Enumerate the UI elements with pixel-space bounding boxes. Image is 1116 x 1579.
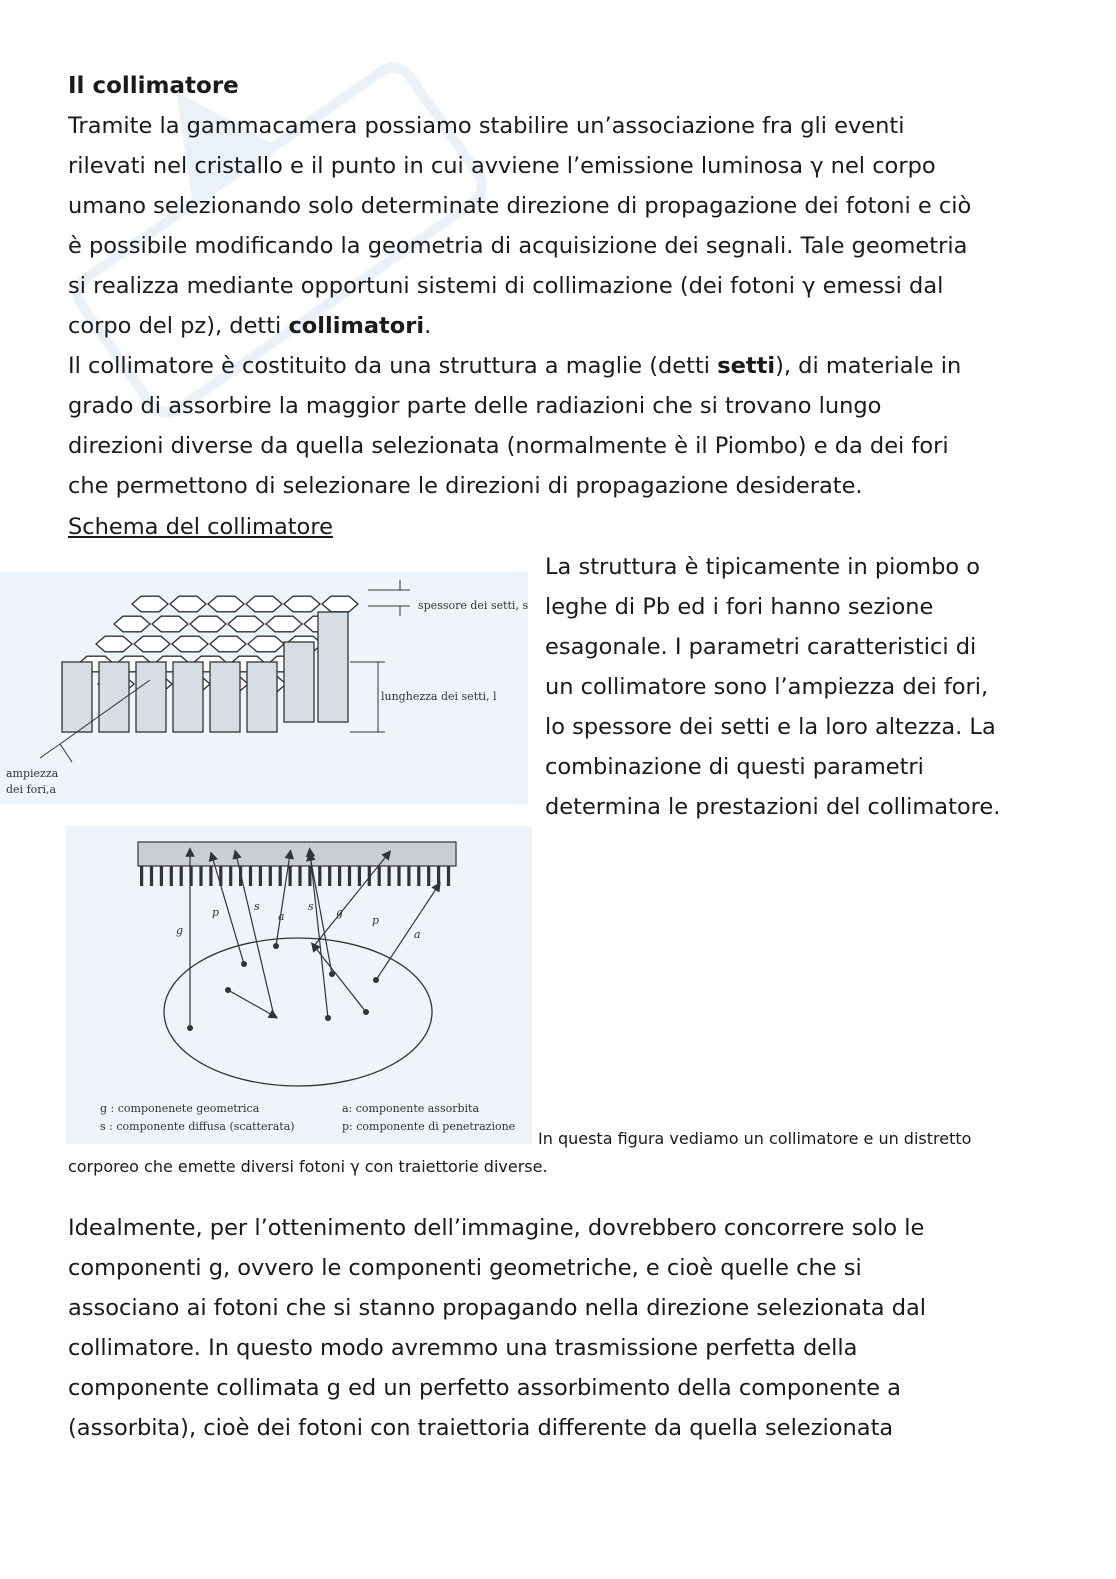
ray-label-a: a	[278, 910, 285, 923]
ray-label-g: g	[176, 924, 184, 937]
text-line: un collimatore sono l’ampiezza dei fori,	[545, 674, 989, 700]
text-line: leghe di Pb ed i fori hanno sezione	[545, 594, 934, 620]
text-line: componenti g, ovvero le componenti geometriche, e cioè quelle che si	[68, 1255, 862, 1281]
ray-label-a: a	[414, 928, 421, 941]
text-fragment: corpo del pz), detti	[68, 313, 289, 339]
text-line: Idealmente, per l’ottenimento dell’immagine, dovrebbero concorrere solo le	[68, 1215, 925, 1241]
text-line: (assorbita), cioè dei fotoni con traiettoria differente da quella selezionata	[68, 1415, 894, 1441]
text-line: Tramite la gammacamera possiamo stabilire un’associazione fra gli eventi	[68, 113, 905, 139]
text-line: che permettono di selezionare le direzioni di propagazione desiderate.	[68, 473, 863, 499]
ray-label-p: p	[212, 906, 220, 919]
section-subtitle: Schema del collimatore	[68, 514, 333, 540]
text-line: collimatore. In questo modo avremmo una trasmissione perfetta della	[68, 1335, 858, 1361]
figure-caption: corporeo che emette diversi fotoni γ con traiettorie diverse.	[68, 1157, 548, 1176]
ray-label-s: s	[254, 900, 260, 913]
keyword-setti: setti	[717, 353, 776, 379]
legend-p: p: componente di penetrazione	[342, 1120, 516, 1133]
text-line: si realizza mediante opportuni sistemi di collimazione (dei fotoni γ emessi dal	[68, 273, 944, 299]
text-line: è possibile modificando la geometria di acquisizione dei segnali. Tale geometria	[68, 233, 968, 259]
text-line: direzioni diverse da quella selezionata (normalmente è il Piombo) e da dei fori	[68, 433, 949, 459]
text-line: umano selezionando solo determinate direzione di propagazione dei fotoni e ciò	[68, 193, 972, 219]
text-fragment: Il collimatore è costituito da una struttura a maglie (detti	[68, 353, 718, 379]
text-line: grado di assorbire la maggior parte delle radiazioni che si trovano lungo	[68, 393, 882, 419]
photon-trajectories-figure	[66, 826, 532, 1144]
text-line: componente collimata g ed un perfetto assorbimento della componente a	[68, 1375, 901, 1401]
text-fragment: .	[424, 313, 432, 339]
ray-label-g: g	[336, 906, 344, 919]
ray-label-p: p	[372, 914, 380, 927]
text-line: La struttura è tipicamente in piombo o	[545, 554, 981, 580]
label-spessore: spessore dei setti, s	[418, 599, 528, 612]
text-line: lo spessore dei setti e la loro altezza. La	[545, 714, 996, 740]
text-line: combinazione di questi parametri	[545, 754, 924, 780]
figure-caption: In questa figura vediamo un collimatore e un distretto	[538, 1129, 972, 1148]
legend-a: a: componente assorbita	[342, 1102, 480, 1115]
text-line: rilevati nel cristallo e il punto in cui avviene l’emissione luminosa γ nel corpo	[68, 153, 936, 179]
text-line	[68, 346, 1058, 386]
collimator-structure-figure	[0, 572, 528, 804]
text-fragment: ), di materiale in	[775, 353, 962, 379]
text-line: associano ai fotoni che si stanno propagando nella direzione selezionata dal	[68, 1295, 927, 1321]
text-line: esagonale. I parametri caratteristici di	[545, 634, 977, 660]
label-ampiezza: dei fori,a	[6, 783, 57, 796]
legend-s: s : componente diffusa (scatterata)	[100, 1120, 295, 1133]
text-line: determina le prestazioni del collimatore.	[545, 794, 1001, 820]
structure-paragraph	[68, 346, 1058, 506]
text-line	[68, 306, 1058, 346]
page-title: Il collimatore	[68, 73, 239, 99]
label-ampiezza: ampiezza	[6, 767, 59, 780]
label-lunghezza: lunghezza dei setti, l	[381, 690, 497, 703]
intro-paragraph	[68, 106, 1058, 346]
keyword-collimatori: collimatori	[288, 313, 425, 339]
legend-g: g : componenete geometrica	[100, 1102, 260, 1115]
ray-label-s: s	[308, 900, 314, 913]
side-paragraph	[545, 547, 1065, 827]
conclusion-paragraph	[68, 1208, 1058, 1448]
